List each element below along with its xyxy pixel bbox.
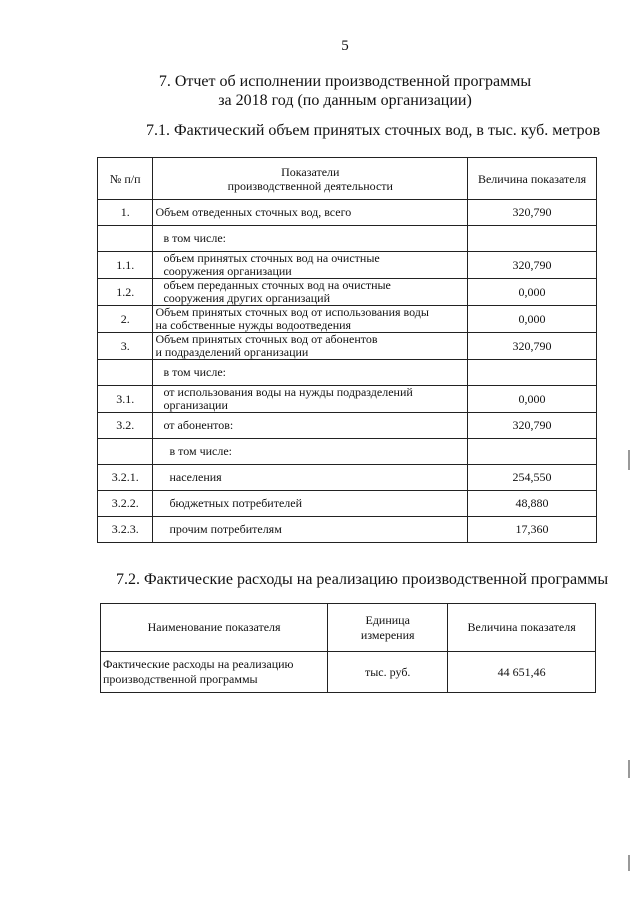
expense-unit: тыс. руб. <box>328 652 448 693</box>
table-row <box>98 517 597 543</box>
row-number <box>98 226 153 252</box>
row-value: 0,000 <box>468 306 597 333</box>
row-number: 1.2. <box>98 279 153 306</box>
row-indicator-line1: прочим потребителям <box>169 522 282 536</box>
row-number <box>98 439 153 465</box>
row-number: 2. <box>98 306 153 333</box>
row-indicator <box>153 491 468 517</box>
row-indicator-line1: объем переданных сточных вод на очистные <box>163 278 391 292</box>
row-indicator-line2: на собственные нужды водоотведения <box>155 318 352 332</box>
header-indicators <box>153 158 468 200</box>
row-indicator <box>153 465 468 491</box>
row-number: 3.1. <box>98 386 153 413</box>
row-number: 3.2.3. <box>98 517 153 543</box>
scan-edge-mark <box>628 760 630 778</box>
expense-value: 44 651,46 <box>448 652 596 693</box>
row-indicator-line1: бюджетных потребителей <box>169 496 303 510</box>
row-indicator <box>153 226 468 252</box>
row-indicator-line1: Объем отведенных сточных вод, всего <box>155 205 352 219</box>
row-value: 0,000 <box>468 279 597 306</box>
wastewater-volume-table <box>97 157 597 543</box>
table-header-row <box>101 604 596 652</box>
table-row <box>98 386 597 413</box>
table-row <box>98 333 597 360</box>
row-indicator <box>153 200 468 226</box>
row-indicator <box>153 413 468 439</box>
header-indicators-line1: Показатели <box>281 164 340 179</box>
table-header-row <box>98 158 597 200</box>
row-value: 254,550 <box>468 465 597 491</box>
table-row <box>98 279 597 306</box>
header-unit <box>328 604 448 652</box>
row-value: 320,790 <box>468 413 597 439</box>
row-indicator-line2: сооружения организации <box>163 264 292 278</box>
table-row <box>101 652 596 693</box>
scan-edge-mark <box>628 450 630 470</box>
table-row <box>98 491 597 517</box>
row-number: 3.2.2. <box>98 491 153 517</box>
header-unit-line1: Единица <box>365 612 410 627</box>
row-indicator <box>153 279 468 306</box>
table-row <box>98 306 597 333</box>
header-value: Величина показателя <box>448 604 596 652</box>
report-title-line1: 7. Отчет об исполнении производственной программы <box>158 73 532 90</box>
section-7-1-heading: 7.1. Фактический объем принятых сточных вод, в тыс. куб. метров <box>146 122 601 139</box>
report-title <box>0 72 640 110</box>
row-indicator <box>153 386 468 413</box>
row-indicator-line2: организации <box>163 398 228 412</box>
row-indicator <box>153 333 468 360</box>
page-number: 5 <box>341 38 349 54</box>
row-value: 48,880 <box>468 491 597 517</box>
row-indicator-line1: от абонентов: <box>163 418 234 432</box>
row-number: 1.1. <box>98 252 153 279</box>
table-row <box>98 413 597 439</box>
header-num: № п/п <box>98 158 153 200</box>
row-value <box>468 226 597 252</box>
table-row <box>98 360 597 386</box>
row-indicator <box>153 360 468 386</box>
header-unit-line2: измерения <box>360 627 415 642</box>
scan-edge-mark <box>628 855 630 871</box>
table-row <box>98 465 597 491</box>
table-row <box>98 252 597 279</box>
table-row <box>98 226 597 252</box>
table-row <box>98 439 597 465</box>
row-indicator-line1: в том числе: <box>163 231 227 245</box>
row-number: 3.2. <box>98 413 153 439</box>
row-value: 320,790 <box>468 333 597 360</box>
header-value: Величина показателя <box>468 158 597 200</box>
row-indicator-line1: населения <box>169 470 222 484</box>
row-number: 1. <box>98 200 153 226</box>
row-indicator-line1: Объем принятых сточных вод от абонентов <box>155 332 378 346</box>
expense-name-line2: производственной программы <box>103 672 258 686</box>
row-indicator-line1: объем принятых сточных вод на очистные <box>163 251 380 265</box>
row-value: 0,000 <box>468 386 597 413</box>
row-value: 320,790 <box>468 252 597 279</box>
row-value: 320,790 <box>468 200 597 226</box>
header-indicator-name: Наименование показателя <box>101 604 328 652</box>
row-number: 3.2.1. <box>98 465 153 491</box>
table-row <box>98 200 597 226</box>
row-indicator-line1: Объем принятых сточных вод от использования воды <box>155 305 429 319</box>
row-indicator-line1: в том числе: <box>163 365 227 379</box>
row-indicator <box>153 252 468 279</box>
row-indicator <box>153 439 468 465</box>
row-number: 3. <box>98 333 153 360</box>
row-value <box>468 360 597 386</box>
row-value <box>468 439 597 465</box>
report-title-line2: за 2018 год (по данным организации) <box>218 92 472 109</box>
expense-name <box>101 652 328 693</box>
section-7-2-heading: 7.2. Фактические расходы на реализацию производственной программы <box>116 571 609 588</box>
program-expenses-table <box>100 603 596 693</box>
row-indicator-line2: сооружения других организаций <box>163 291 330 305</box>
row-value: 17,360 <box>468 517 597 543</box>
row-indicator-line1: в том числе: <box>169 444 233 458</box>
row-indicator-line2: и подразделений организации <box>155 345 309 359</box>
row-indicator <box>153 306 468 333</box>
row-number <box>98 360 153 386</box>
header-indicators-line2: производственной деятельности <box>227 178 393 193</box>
row-indicator <box>153 517 468 543</box>
expense-name-line1: Фактические расходы на реализацию <box>103 657 294 671</box>
row-indicator-line1: от использования воды на нужды подразделений <box>163 385 413 399</box>
